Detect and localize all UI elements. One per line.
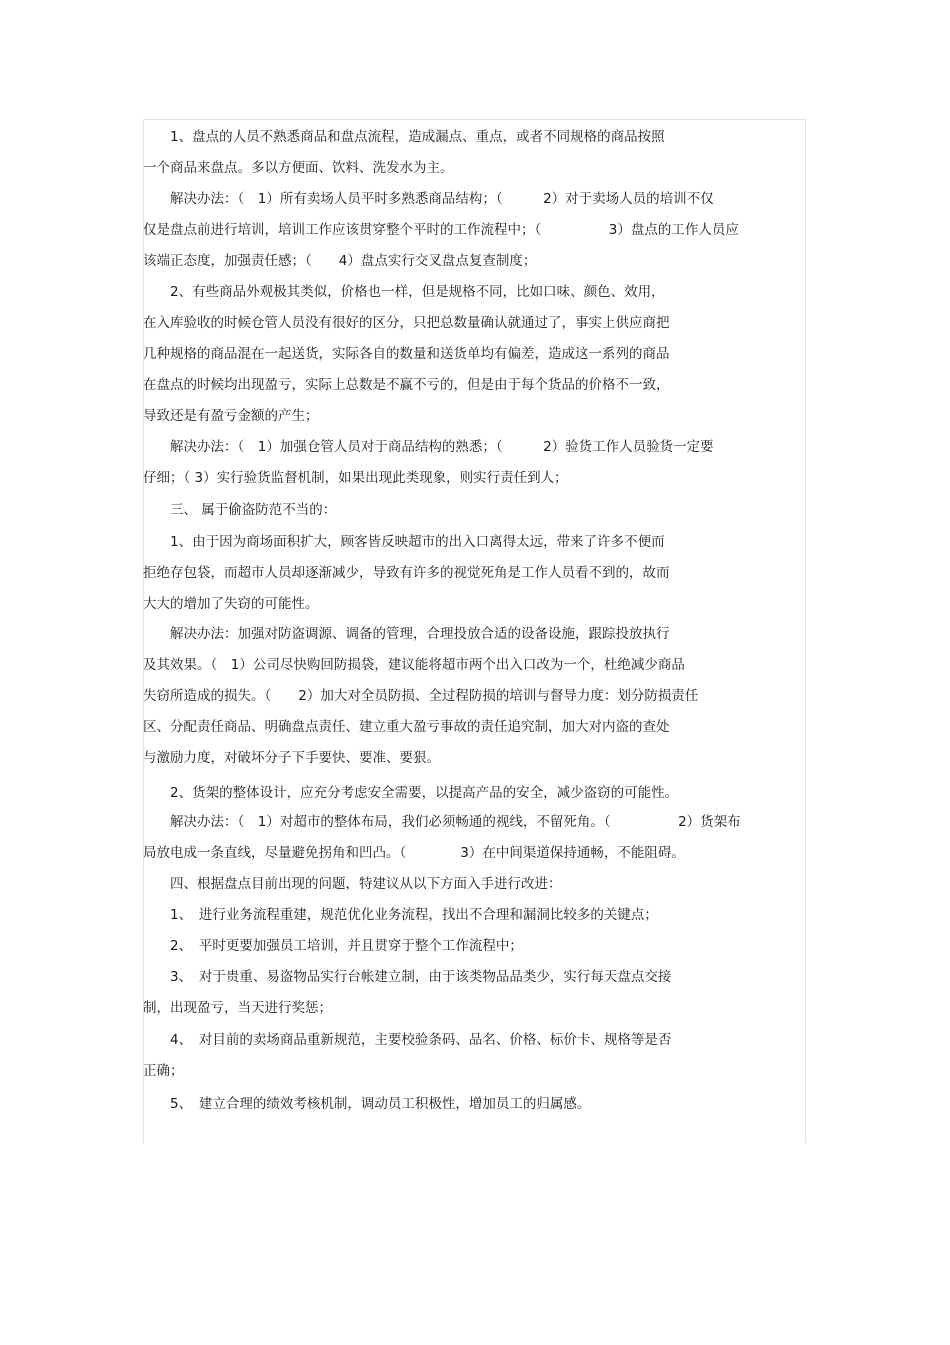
text-line: 区、分配责任商品、明确盘点责任、建立重大盈亏事故的责任追究制，加大对内盗的查处 xyxy=(143,719,670,735)
text-line: 仅是盘点前进行培训，培训工作应该贯穿整个平时的工作流程中；（ 3）盘点的工作人员应 xyxy=(143,222,739,238)
text-line: 该端正态度，加强责任感；（ 4）盘点实行交叉盘点复查制度； xyxy=(143,253,537,269)
text-line: 解决办法：（ 1）加强仓管人员对于商品结构的熟悉；（ 2）验货工作人员验货一定要 xyxy=(143,439,714,455)
text-line: 制，出现盈亏，当天进行奖惩； xyxy=(143,1000,332,1016)
text-line: 拒绝存包袋，而超市人员却逐渐减少，导致有许多的视觉死角是工作人员看不到的，故而 xyxy=(143,565,670,581)
text-line: 导致还是有盈亏金额的产生； xyxy=(143,408,319,424)
section-heading: 三、 属于偷盗防范不当的： xyxy=(143,502,337,518)
list-item: 3、 对于贵重、易盗物品实行台帐建立制，由于该类物品品类少，实行每天盘点交接 xyxy=(143,969,672,985)
text-line: 及其效果。（ 1）公司尽快购回防损袋，建议能将超市两个出入口改为一个，杜绝减少商品 xyxy=(143,657,685,673)
text-line: 解决办法：（ 1）对超市的整体布局，我们必须畅通的视线，不留死角。（ 2）货架布 xyxy=(143,814,741,830)
text-line: 大大的增加了失窃的可能性。 xyxy=(143,596,319,612)
text-line: 失窃所造成的损失。（ 2）加大对全员防损、全过程防损的培训与督导力度：划分防损责任 xyxy=(143,688,699,704)
list-item: 1、 进行业务流程重建，规范优化业务流程，找出不合理和漏洞比较多的关键点； xyxy=(143,907,658,923)
text-line: 2、有些商品外观极其类似，价格也一样，但是规格不同，比如口味、颜色、效用， xyxy=(143,284,665,300)
text-line: 在盘点的时候均出现盈亏，实际上总数是不赢不亏的，但是由于每个货品的价格不一致， xyxy=(143,377,670,393)
text-line: 1、由于因为商场面积扩大，顾客皆反映超市的出入口离得太远，带来了许多不便而 xyxy=(143,534,665,550)
text-line: 正确； xyxy=(143,1063,184,1079)
text-line: 仔细；（ 3）实行验货监督机制，如果出现此类现象，则实行责任到人； xyxy=(143,470,568,486)
text-line: 几种规格的商品混在一起送货，实际各自的数量和送货单均有偏差，造成这一系列的商品 xyxy=(143,346,670,362)
text-line: 1、盘点的人员不熟悉商品和盘点流程，造成漏点、重点，或者不同规格的商品按照 xyxy=(143,129,665,145)
text-line: 在入库验收的时候仓管人员没有很好的区分，只把总数量确认就通过了，事实上供应商把 xyxy=(143,315,670,331)
text-line: 解决办法：（ 1）所有卖场人员平时多熟悉商品结构；（ 2）对于卖场人员的培训不仅 xyxy=(143,191,714,207)
text-line: 局放电成一条直线，尽量避免拐角和凹凸。（ 3）在中间渠道保持通畅，不能阻碍。 xyxy=(143,845,685,861)
text-line: 2、货架的整体设计，应充分考虑安全需要，以提高产品的安全，减少盗窃的可能性。 xyxy=(143,785,679,801)
section-heading: 四、根据盘点目前出现的问题，特建议从以下方面入手进行改进： xyxy=(143,876,562,892)
list-item: 2、 平时更要加强员工培训，并且贯穿于整个工作流程中； xyxy=(143,938,523,954)
text-line: 与激励力度，对破坏分子下手要快、要准、要狠。 xyxy=(143,750,440,766)
text-line: 一个商品来盘点。多以方便面、饮料、洗发水为主。 xyxy=(143,160,454,176)
list-item: 5、 建立合理的绩效考核机制，调动员工积极性，增加员工的归属感。 xyxy=(143,1096,591,1112)
list-item: 4、 对目前的卖场商品重新规范，主要校验条码、品名、价格、标价卡、规格等是否 xyxy=(143,1032,672,1048)
text-line: 解决办法：加强对防盗调源、调备的管理，合理投放合适的设备设施，跟踪投放执行 xyxy=(143,626,670,642)
